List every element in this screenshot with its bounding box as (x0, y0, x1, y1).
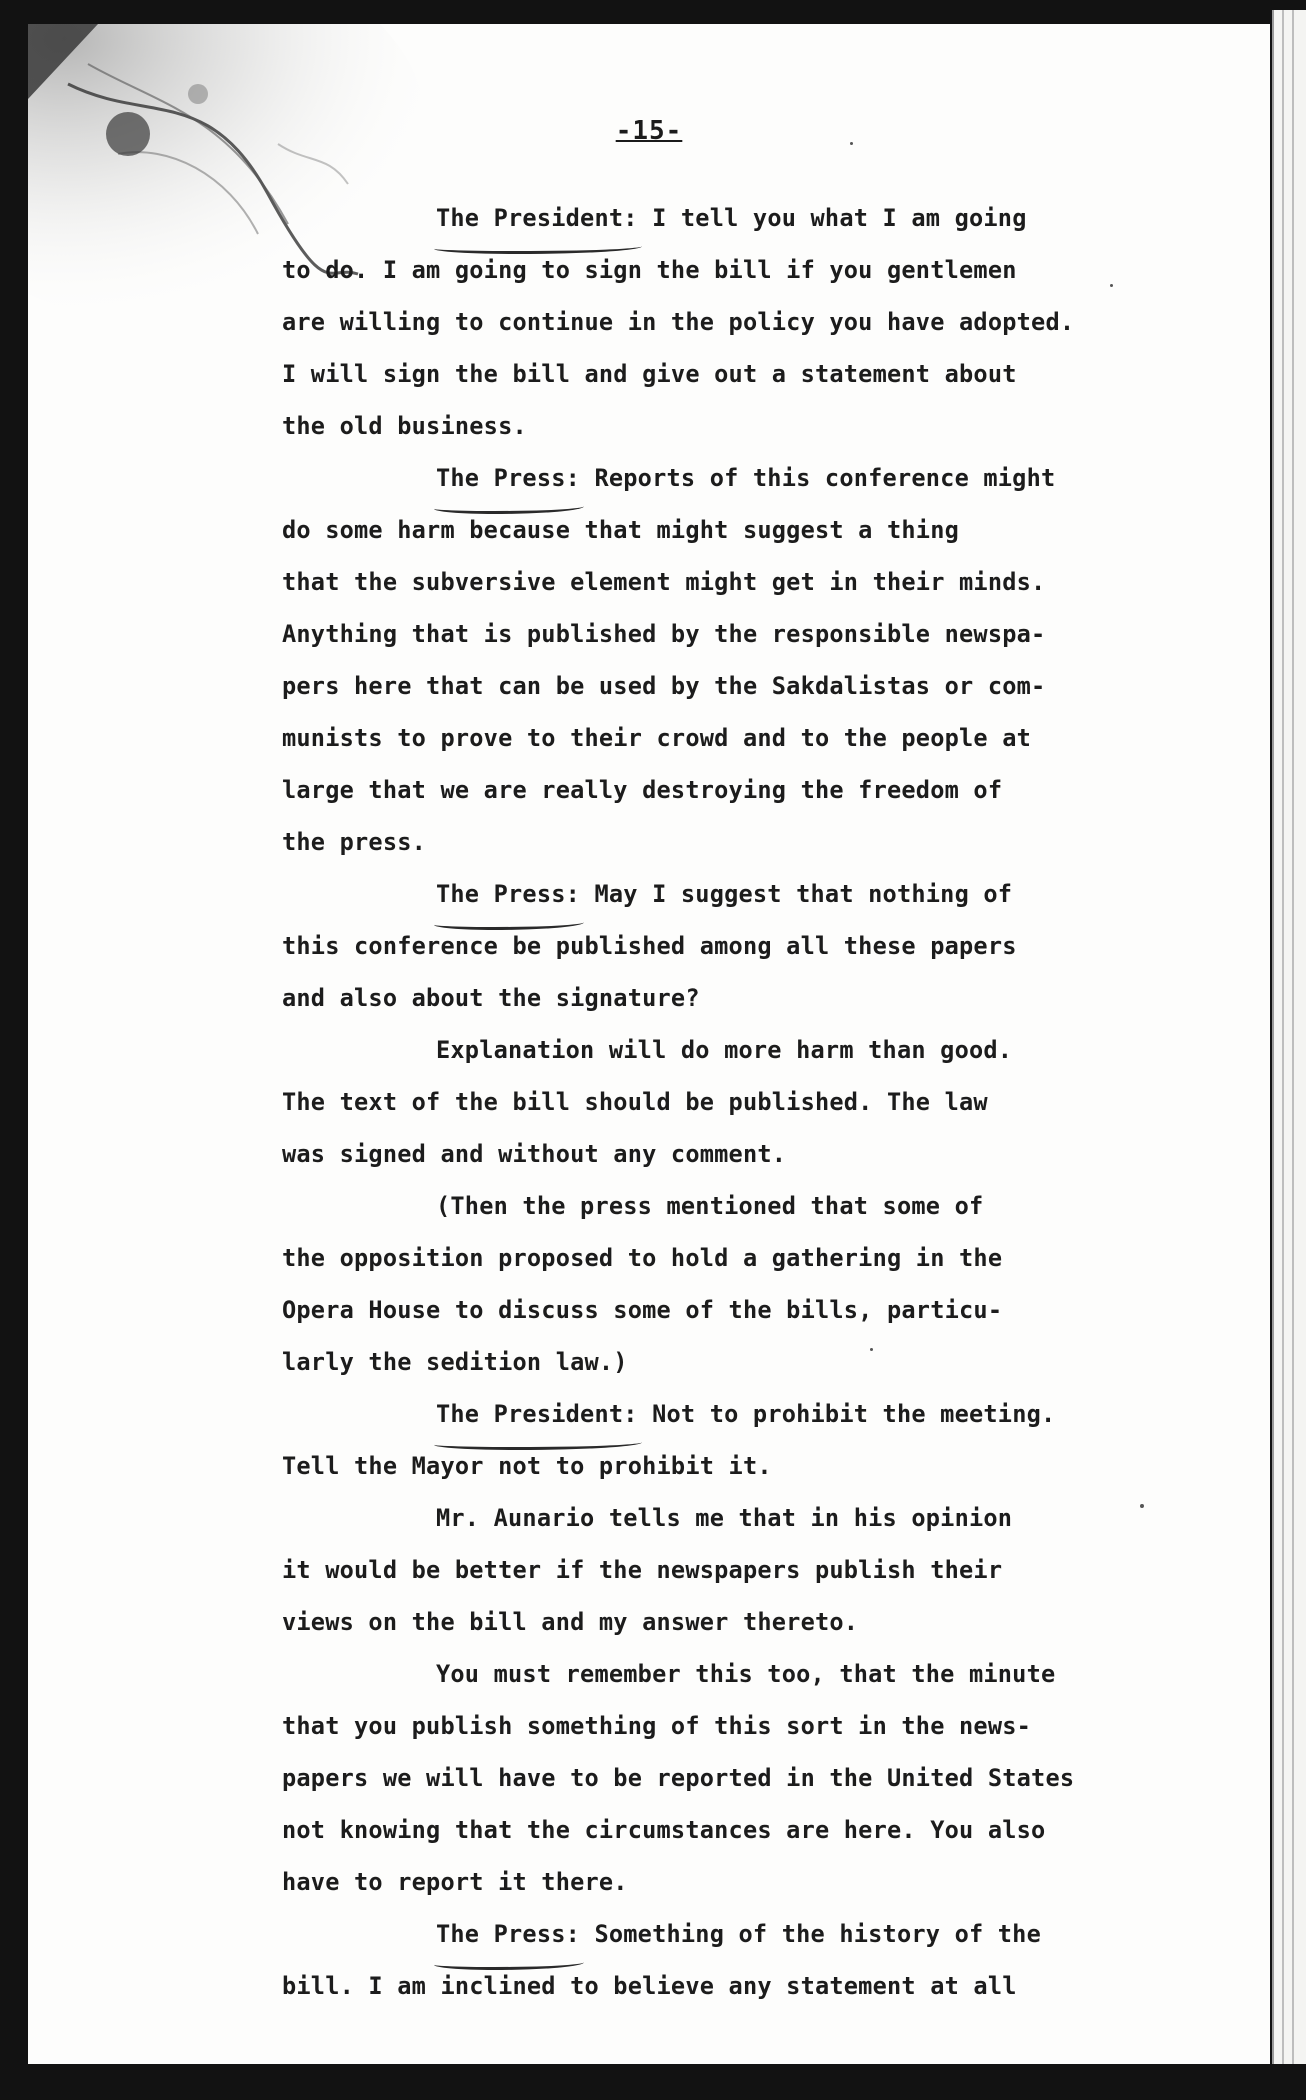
speaker-label: The Press: (436, 452, 580, 504)
text-line: Explanation will do more harm than good. (436, 1036, 1013, 1064)
text-line: munists to prove to their crowd and to the people at (282, 724, 1032, 752)
text-line: The Press: Something of the history of the (282, 1908, 1182, 1960)
scan-speck (1110, 284, 1113, 287)
text-line: that the subversive element might get in their minds. (282, 568, 1046, 596)
text-line: was signed and without any comment. (282, 1140, 787, 1168)
transcript-body (282, 192, 1182, 2012)
text-line: papers we will have to be reported in the United States (282, 1764, 1075, 1792)
text-line: The President: I tell you what I am going (282, 192, 1182, 244)
text-line: large that we are really destroying the freedom of (282, 776, 1003, 804)
text-line: The text of the bill should be published. The law (282, 1088, 988, 1116)
speaker-label: The President: (436, 192, 638, 244)
text-line: Mr. Aunario tells me that in his opinion (436, 1504, 1013, 1532)
text-line: Tell the Mayor not to prohibit it. (282, 1452, 772, 1480)
text-line: are willing to continue in the policy you have adopted. (282, 308, 1075, 336)
text-line: bill. I am inclined to believe any statement at all (282, 1972, 1017, 2000)
text-line: The Press: Reports of this conference might (282, 452, 1182, 504)
text-line: not knowing that the circumstances are here. You also (282, 1816, 1046, 1844)
speaker-label: The President: (436, 1388, 638, 1440)
text-line: the press. (282, 828, 427, 856)
scan-speck (870, 1348, 873, 1351)
text-line: views on the bill and my answer thereto. (282, 1608, 859, 1636)
speaker-label: The Press: (436, 1908, 580, 1960)
document-page (28, 24, 1270, 2064)
scan-speck (1140, 1504, 1144, 1508)
speaker-label: The Press: (436, 868, 580, 920)
scan-bottom-border (0, 2064, 1306, 2100)
text-line: that you publish something of this sort in the news- (282, 1712, 1032, 1740)
text-line: the old business. (282, 412, 527, 440)
text-line: I will sign the bill and give out a statement about (282, 360, 1017, 388)
page-number: -15- (615, 116, 683, 146)
text-line: have to report it there. (282, 1868, 628, 1896)
text-line: do some harm because that might suggest a thing (282, 516, 960, 544)
text-line: larly the sedition law.) (282, 1348, 628, 1376)
text-line: and also about the signature? (282, 984, 700, 1012)
text-line: it would be better if the newspapers publish their (282, 1556, 1003, 1584)
text-line: Opera House to discuss some of the bills, particu- (282, 1296, 1003, 1324)
text-line: to do. I am going to sign the bill if you gentlemen (282, 256, 1017, 284)
text-line: The Press: May I suggest that nothing of (282, 868, 1182, 920)
text-line: this conference be published among all these papers (282, 932, 1017, 960)
page-edge-decoration (1272, 10, 1306, 2100)
text-line: the opposition proposed to hold a gathering in the (282, 1244, 1003, 1272)
text-line: Anything that is published by the responsible newspa- (282, 620, 1046, 648)
text-line: The President: Not to prohibit the meeting. (282, 1388, 1182, 1440)
text-line: pers here that can be used by the Sakdalistas or com- (282, 672, 1046, 700)
text-line: You must remember this too, that the minute (436, 1660, 1056, 1688)
text-line: (Then the press mentioned that some of (436, 1192, 984, 1220)
scan-speck (850, 142, 853, 145)
